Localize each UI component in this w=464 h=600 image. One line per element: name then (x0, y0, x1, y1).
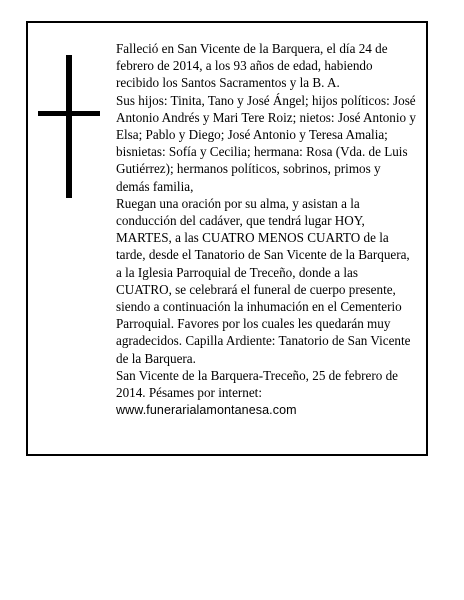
death-announcement: Falleció en San Vicente de la Barquera, el día 24 de febrero de 2014, a los 93 años de edad, habiendo recibido los Santos Sacramentos y la B. A. (116, 41, 388, 91)
cross-icon (38, 55, 102, 198)
family-list: Sus hijos: Tinita, Tano y José Ángel; hijos políticos: José Antonio Andrés y Mari Tere Roiz; nietos: José Antonio y Elsa; Pablo y Diego; José Antonio y Teresa Amalia; bisnietas: Sofía y Cecilia; hermana: Rosa (Vda. de Luis Gutiérrez); hermanos políticos, sobrinos, primos y demás familia, (116, 92, 416, 194)
cross-horizontal-bar (38, 111, 100, 116)
cross-vertical-bar (66, 55, 72, 198)
notice-text (116, 40, 416, 419)
place-date-text: San Vicente de la Barquera-Treceño, 25 de febrero de 2014. Pésames por internet: (116, 367, 398, 401)
funeral-details: Ruegan una oración por su alma, y asistan a la conducción del cadáver, que tendrá lugar HOY, MARTES, a las CUATRO MENOS CUARTO de la tarde, desde el Tanatorio de San Vicente de la Barquera, a la Iglesia Parroquial de Treceño, donde a las CUATRO, se celebrará el funeral de cuerpo presente, siendo a continuación la inhumación en el Cementerio Parroquial. Favores por los cuales les quedarán muy agradecidos. Capilla Ardiente: Tanatorio de San Vicente de la Barquera. (116, 195, 411, 366)
place-and-date (116, 367, 416, 420)
condolences-website: www.funerarialamontanesa.com (116, 403, 297, 418)
obituary-notice (26, 21, 428, 456)
